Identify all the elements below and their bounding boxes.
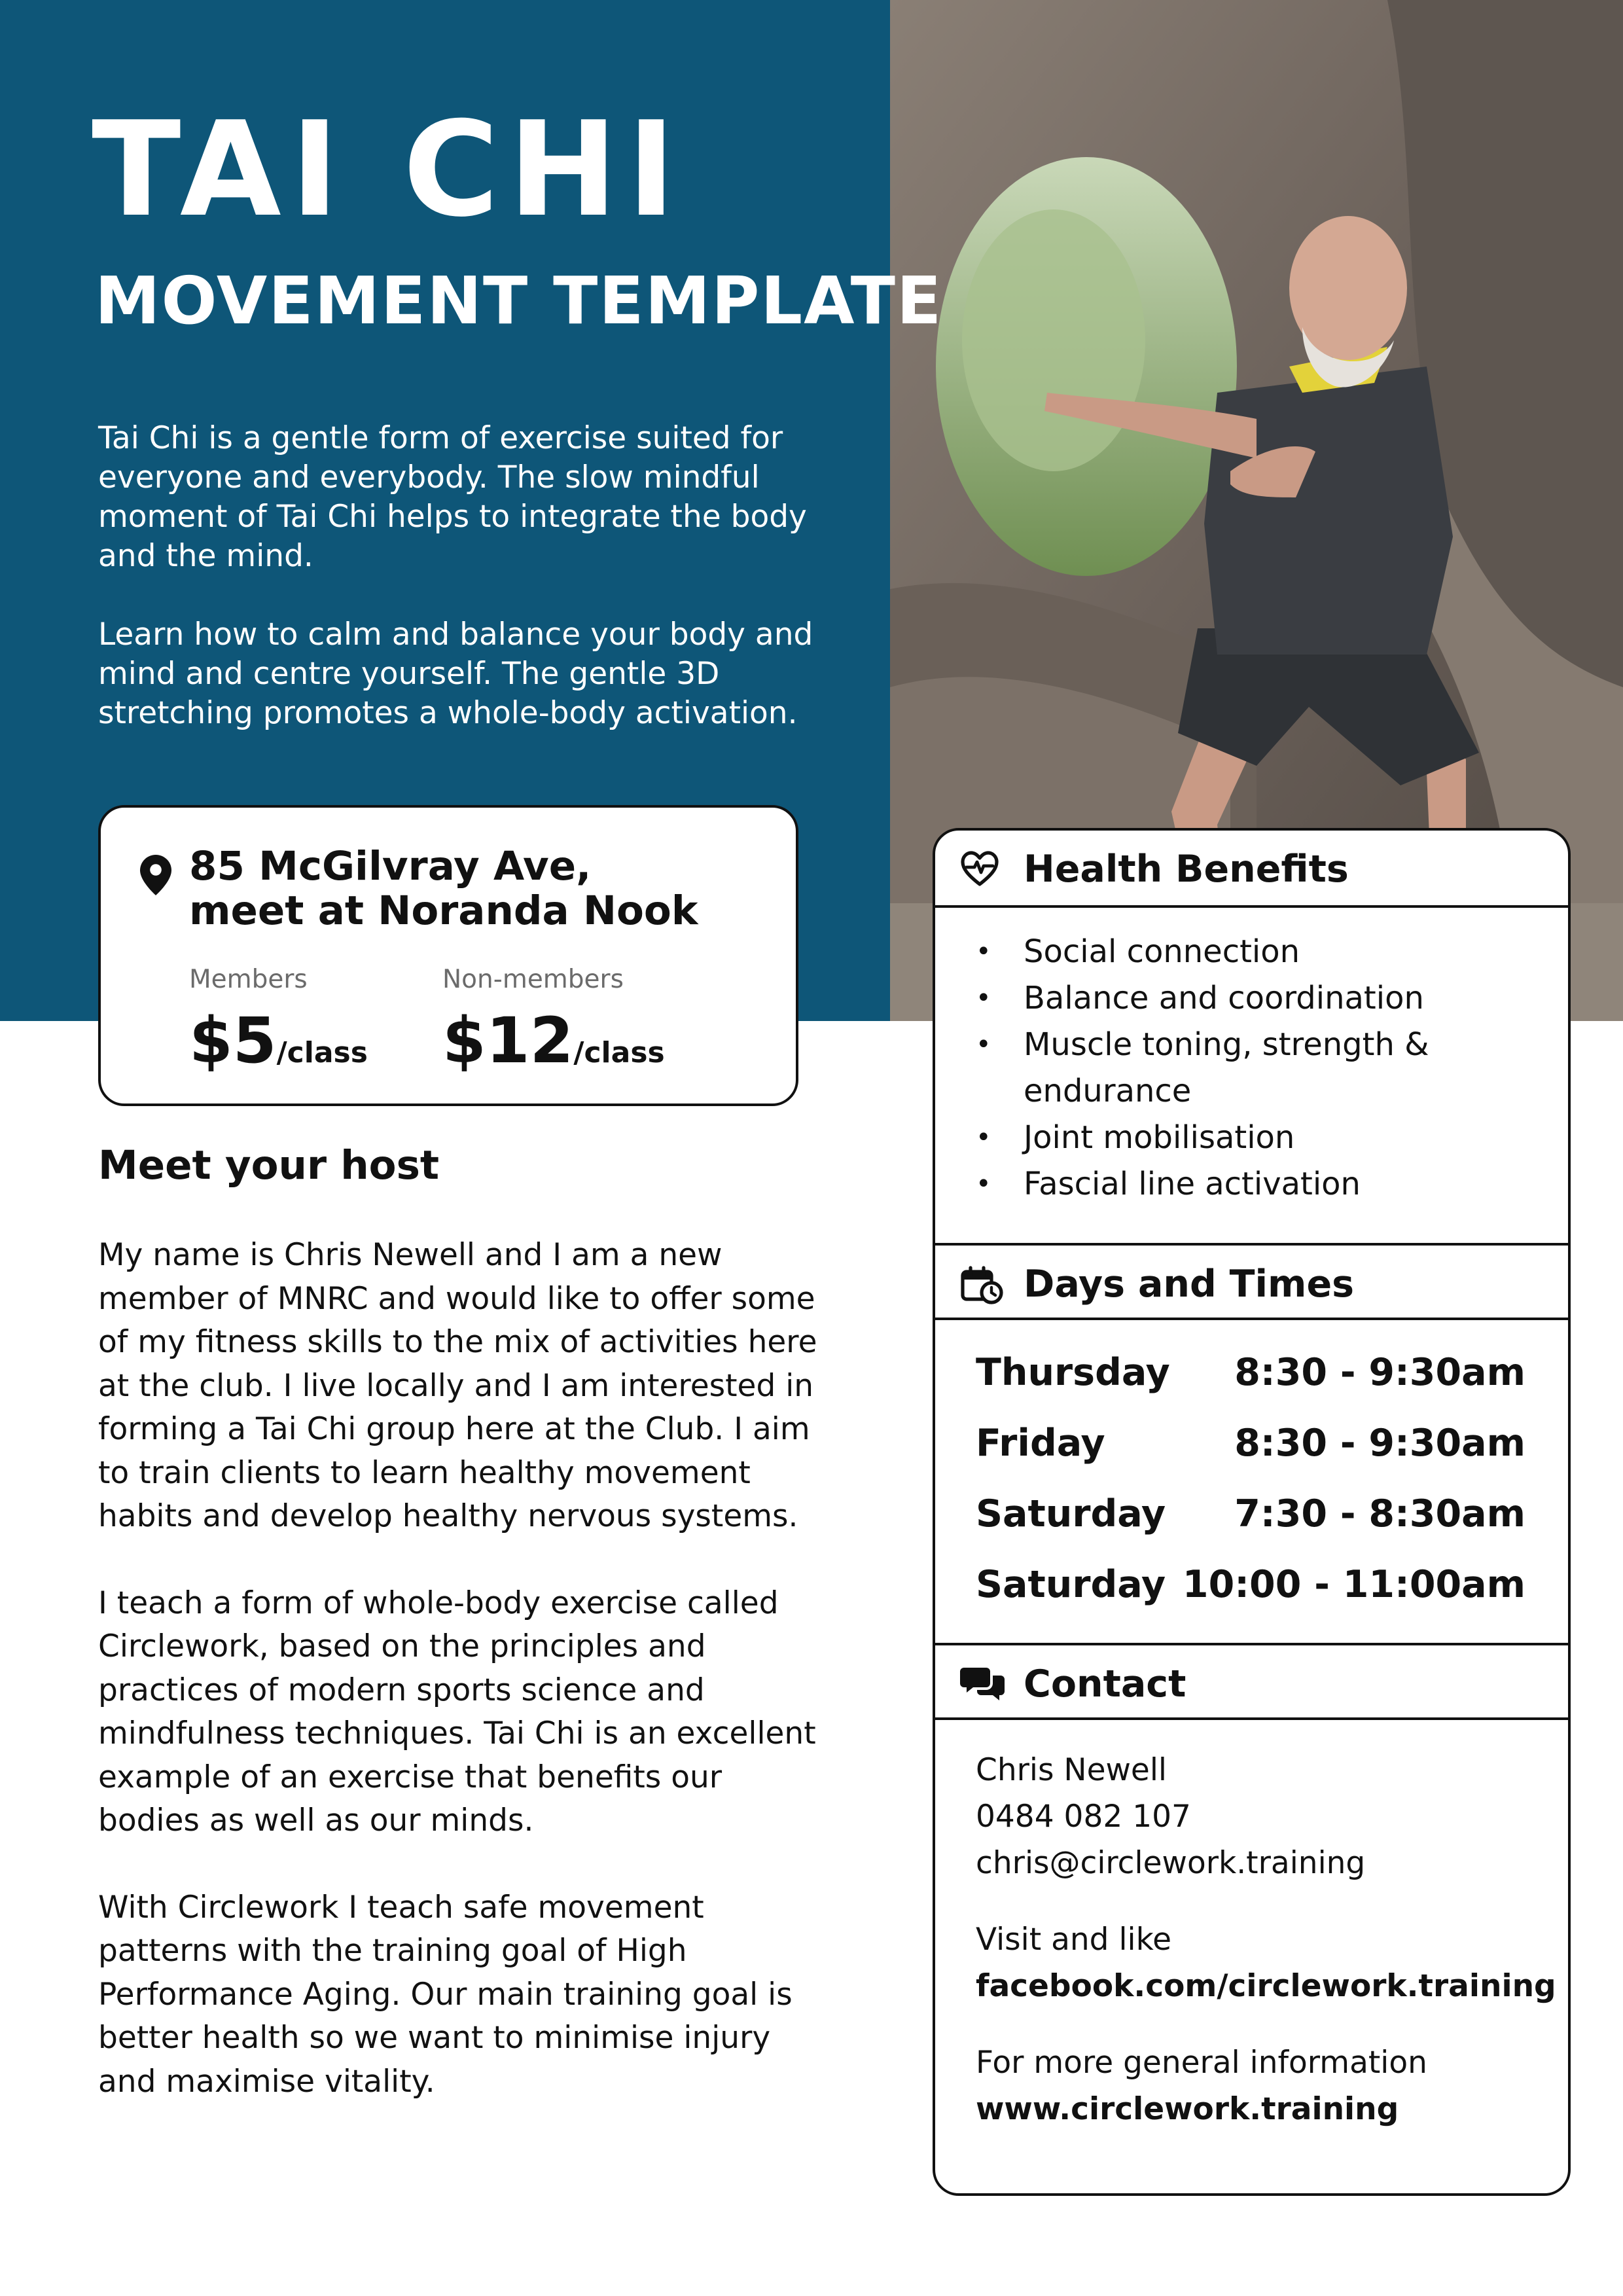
price-unit: /class [276, 1036, 368, 1069]
facebook-prompt: Visit and like [976, 1922, 1172, 1958]
price-amount: $5 [189, 1004, 277, 1077]
host-paragraph: I teach a form of whole-body exercise called Circlework, based on the principles and practices of modern sports science and mindfulness techniques. Tai Chi is an excellent example of an exercise that benefits our bodies as well as our minds. [98, 1585, 816, 1839]
contact-header [935, 1643, 1568, 1720]
intro-paragraph: Learn how to calm and balance your body and mind and centre yourself. The gentle 3D stretching promotes a whole-body activation. [98, 617, 813, 731]
schedule-day: Saturday [976, 1563, 1166, 1606]
price-unit: /class [573, 1036, 665, 1069]
list-item: • Balance and coordination [935, 975, 1568, 1022]
benefits-list [935, 929, 1568, 1208]
schedule-row [976, 1563, 1525, 1615]
list-item: • Fascial line activation [935, 1161, 1568, 1208]
address-line: 85 McGilvray Ave, [189, 843, 592, 889]
contact-email[interactable]: chris@circlework.training [976, 1845, 1366, 1881]
non-members-price [442, 1004, 665, 1077]
map-pin-icon [140, 855, 171, 898]
host-paragraph: With Circlework I teach safe movement patterns with the training goal of High Performance Aging. Our main training goal is better health so we want to minimise injury and maximise vitality. [98, 1889, 793, 2100]
page-title: TAI CHI [92, 94, 685, 246]
non-members-label: Non-members [442, 965, 624, 994]
list-item: • Social connection [935, 929, 1568, 975]
website-link[interactable]: www.circlework.training [976, 2091, 1399, 2127]
intro-paragraph: Tai Chi is a gentle form of exercise suited for everyone and everybody. The slow mindful moment of Tai Chi helps to integrate the body and the mind. [98, 420, 807, 574]
list-item: • Joint mobilisation [935, 1115, 1568, 1161]
schedule-row [976, 1422, 1525, 1474]
info-card [933, 828, 1571, 2196]
price-amount: $12 [442, 1004, 574, 1077]
schedule-day: Thursday [976, 1351, 1170, 1394]
schedule-row [976, 1492, 1525, 1545]
contact-details [976, 1747, 1556, 2132]
schedule-time: 8:30 - 9:30am [1234, 1351, 1525, 1394]
contact-name: Chris Newell [976, 1752, 1167, 1788]
members-label: Members [189, 965, 308, 994]
host-paragraph: My name is Chris Newell and I am a new member of MNRC and would like to offer some of my fitness skills to the mix of activities here at the club. I live locally and I am interested in forming a Tai Chi group here at the Club. I aim to train clients to learn healthy movement habits and develop healthy nervous systems. [98, 1237, 817, 1534]
schedule-time: 7:30 - 8:30am [1234, 1492, 1525, 1535]
facebook-link[interactable]: facebook.com/circlework.training [976, 1968, 1556, 2004]
host-bio [98, 1234, 831, 2147]
schedule-day: Saturday [976, 1492, 1166, 1535]
location-card [98, 805, 798, 1106]
list-item: • Muscle toning, strength & endurance [935, 1022, 1568, 1115]
chat-bubbles-icon [960, 1665, 1006, 1704]
calendar-clock-icon [960, 1265, 1003, 1307]
days-times-title: Days and Times [1024, 1263, 1355, 1306]
members-price [189, 1004, 368, 1077]
page-subtitle: MOVEMENT TEMPLATE [95, 262, 943, 339]
host-heading: Meet your host [98, 1142, 440, 1189]
meeting-point: meet at Noranda Nook [189, 888, 698, 934]
contact-phone[interactable]: 0484 082 107 [976, 1799, 1191, 1835]
website-prompt: For more general information [976, 2045, 1427, 2081]
schedule-time: 10:00 - 11:00am [1182, 1563, 1525, 1606]
schedule-row [976, 1351, 1525, 1403]
schedule-time: 8:30 - 9:30am [1234, 1422, 1525, 1465]
heart-pulse-icon [960, 850, 999, 889]
days-times-header [935, 1243, 1568, 1320]
contact-title: Contact [1024, 1662, 1186, 1706]
health-benefits-title: Health Benefits [1024, 848, 1349, 891]
health-benefits-header [935, 831, 1568, 908]
schedule-day: Friday [976, 1422, 1105, 1465]
intro-text [98, 419, 831, 772]
